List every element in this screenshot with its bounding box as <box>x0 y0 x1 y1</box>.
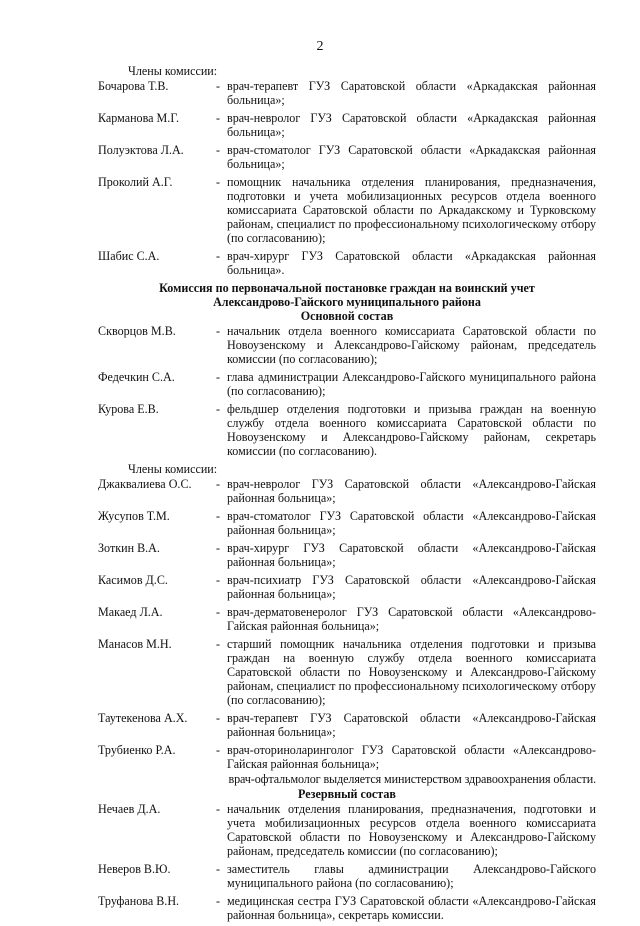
person-name: Макаед Л.А. <box>98 605 163 619</box>
person-name: Джаквалиева О.С. <box>98 477 192 491</box>
commission-title-line1: Комиссия по первоначальной постановке граждан на воинский учет <box>159 281 535 295</box>
dash-separator: - <box>216 802 221 816</box>
person-entry <box>98 143 596 171</box>
person-name: Трубиенко Р.А. <box>98 743 176 757</box>
person-name: Неверов В.Ю. <box>98 862 171 876</box>
person-entry <box>98 573 596 601</box>
dash-separator: - <box>216 509 221 523</box>
person-position: фельдшер отделения подготовки и призыва граждан на военную службу отдела военного комиссариата Саратовской области по Новоузенскому и Александрово-Гайскому районам, секретарь комиссии (по согласованию). <box>227 402 596 458</box>
person-position: врач-оториноларинголог ГУЗ Саратовской области «Александрово-Гайская районная больница»; <box>227 743 596 771</box>
person-entry <box>98 894 596 922</box>
dash-separator: - <box>216 79 221 93</box>
dash-separator: - <box>216 541 221 555</box>
reserve-composition-list <box>98 802 596 922</box>
dash-separator: - <box>216 370 221 384</box>
person-entry <box>98 802 596 858</box>
person-position: врач-стоматолог ГУЗ Саратовской области «Александрово-Гайская районная больница»; <box>227 509 596 537</box>
person-entry <box>98 79 596 107</box>
person-name: Полуэктова Л.А. <box>98 143 184 157</box>
dash-separator: - <box>216 402 221 416</box>
person-entry <box>98 402 596 458</box>
commission-title <box>98 281 596 323</box>
person-entry <box>98 175 596 245</box>
person-name: Шабис С.А. <box>98 249 160 263</box>
person-entry <box>98 637 596 707</box>
person-name: Бочарова Т.В. <box>98 79 169 93</box>
page-number: 2 <box>316 39 324 54</box>
person-position: врач-невролог ГУЗ Саратовской области «Александрово-Гайская районная больница»; <box>227 477 596 505</box>
person-entry <box>98 249 596 277</box>
person-name: Карманова М.Г. <box>98 111 179 125</box>
person-name: Нечаев Д.А. <box>98 802 161 816</box>
person-name: Касимов Д.С. <box>98 573 168 587</box>
person-position: врач-психиатр ГУЗ Саратовской области «Александрово-Гайская районная больница»; <box>227 573 596 601</box>
section1-members-list <box>98 79 596 277</box>
dash-separator: - <box>216 894 221 908</box>
person-name: Манасов М.Н. <box>98 637 172 651</box>
person-entry <box>98 605 596 633</box>
section2-members-list <box>98 477 596 771</box>
dash-separator: - <box>216 743 221 757</box>
person-position: заместитель главы администрации Александрово-Гайского муниципального района (по согласованию); <box>227 862 596 890</box>
person-name: Федечкин С.А. <box>98 370 175 384</box>
commission-title-line2: Александрово-Гайского муниципального района <box>213 295 481 309</box>
person-entry <box>98 862 596 890</box>
dash-separator: - <box>216 477 221 491</box>
person-position: медицинская сестра ГУЗ Саратовской области «Александрово-Гайская районная больница», секретарь комиссии. <box>227 894 596 922</box>
person-entry <box>98 324 596 366</box>
person-position: врач-дерматовенеролог ГУЗ Саратовской области «Александрово-Гайская районная больница»; <box>227 605 596 633</box>
person-position: врач-терапевт ГУЗ Саратовской области «Александрово-Гайская районная больница»; <box>227 711 596 739</box>
main-composition-heading: Основной состав <box>300 309 394 323</box>
person-position: врач-терапевт ГУЗ Саратовской области «Аркадакская районная больница»; <box>227 79 596 107</box>
person-entry <box>98 370 596 398</box>
person-position: врач-невролог ГУЗ Саратовской области «Аркадакская районная больница»; <box>227 111 596 139</box>
document-content <box>98 64 596 926</box>
dash-separator: - <box>216 249 221 263</box>
dash-separator: - <box>216 605 221 619</box>
person-name: Таутекенова А.Х. <box>98 711 188 725</box>
person-name: Труфанова В.Н. <box>98 894 180 908</box>
dash-separator: - <box>216 573 221 587</box>
person-position: врач-хирург ГУЗ Саратовской области «Александрово-Гайская районная больница»; <box>227 541 596 569</box>
person-name: Скворцов М.В. <box>98 324 176 338</box>
person-name: Проколий А.Г. <box>98 175 173 189</box>
dash-separator: - <box>216 637 221 651</box>
reserve-composition-heading: Резервный состав <box>298 787 396 801</box>
person-position: глава администрации Александрово-Гайского муниципального района (по согласованию); <box>227 370 596 398</box>
ophthalmologist-note: врач-офтальмолог выделяется министерством здравоохранения области. <box>228 772 596 786</box>
person-position: помощник начальника отделения планирования, предназначения, подготовки и учета мобилизационных ресурсов отдела военного комиссариата Саратовской области по Аркадакскому и Турковскому районам, специалист по профессиональному психологическому отбору (по согласованию); <box>227 175 596 245</box>
main-composition-list <box>98 324 596 458</box>
dash-separator: - <box>216 111 221 125</box>
dash-separator: - <box>216 711 221 725</box>
person-entry <box>98 509 596 537</box>
dash-separator: - <box>216 175 221 189</box>
dash-separator: - <box>216 143 221 157</box>
person-entry <box>98 111 596 139</box>
dash-separator: - <box>216 324 221 338</box>
person-entry <box>98 541 596 569</box>
person-position: врач-хирург ГУЗ Саратовской области «Аркадакская районная больница». <box>227 249 596 277</box>
person-entry <box>98 477 596 505</box>
person-name: Зоткин В.А. <box>98 541 160 555</box>
person-position: старший помощник начальника отделения подготовки и призыва граждан на военную службу отдела военного комиссариата Саратовской области по Новоузенскому и Александрово-Гайскому районам, специалист по профессиональному психологическому отбору (по согласованию); <box>227 637 596 707</box>
person-entry <box>98 743 596 771</box>
person-name: Курова Е.В. <box>98 402 159 416</box>
members-label: Члены комиссии: <box>128 64 218 78</box>
dash-separator: - <box>216 862 221 876</box>
person-entry <box>98 711 596 739</box>
members-label: Члены комиссии: <box>128 462 218 476</box>
person-position: начальник отделения планирования, предназначения, подготовки и учета мобилизационных ресурсов отдела военного комиссариата Саратовской области по Новоузенскому и Александрово-Гайскому районам, председатель комиссии (по согласованию); <box>227 802 596 858</box>
person-name: Жусупов Т.М. <box>98 509 170 523</box>
person-position: врач-стоматолог ГУЗ Саратовской области «Аркадакская районная больница»; <box>227 143 596 171</box>
person-position: начальник отдела военного комиссариата Саратовской области по Новоузенскому и Александрово-Гайскому районам, председатель комиссии (по согласованию); <box>227 324 596 366</box>
